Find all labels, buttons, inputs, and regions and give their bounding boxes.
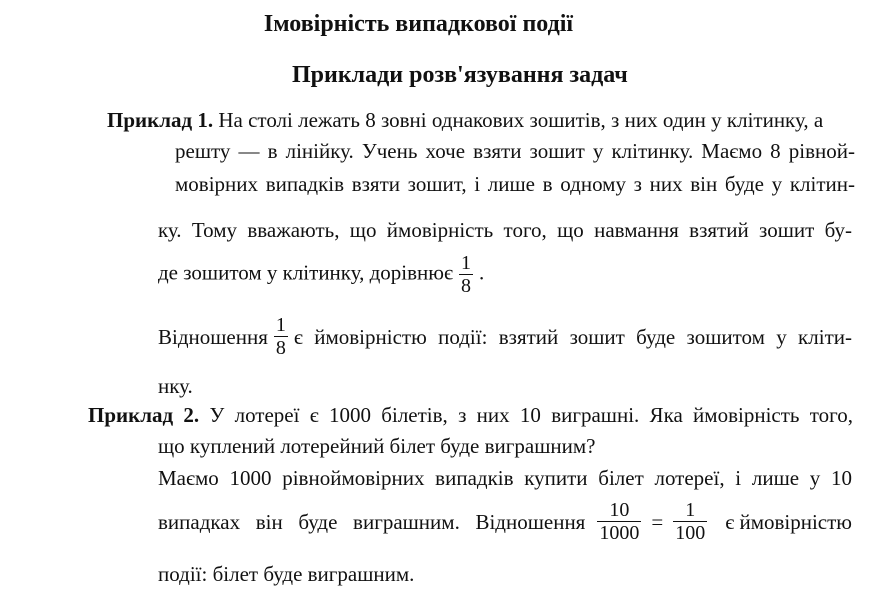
example1-line7: нку. bbox=[158, 374, 193, 398]
example1-line5-end: . bbox=[478, 260, 485, 285]
example2-line4 bbox=[158, 499, 852, 544]
example2-line1 bbox=[88, 401, 853, 429]
fraction-denominator: 8 bbox=[460, 275, 471, 297]
example1-line6-start: Відношення bbox=[158, 324, 268, 349]
example2-line3: Маємо 1000 рівноймовірних випадків купити білет лотереї, і лише у 10 bbox=[158, 466, 852, 490]
fraction-denominator: 8 bbox=[275, 337, 286, 359]
example2-fraction-2 bbox=[673, 499, 707, 544]
fraction-numerator: 1 bbox=[460, 252, 471, 274]
example1-line2: решту — в лінійку. Учень хоче взяти зошит у клітинку. Маємо 8 рівной- bbox=[175, 139, 855, 163]
fraction-numerator: 1 bbox=[685, 499, 696, 521]
example2-line4-start: випадках він буде виграшним. Відношення bbox=[158, 509, 586, 534]
fraction-denominator: 1000 bbox=[599, 522, 640, 544]
example2-line1-text: У лотереї є 1000 білетів, з них 10 виграшні. Яка ймовірність того, bbox=[209, 403, 853, 427]
example1-line3: мовірних випадків взяти зошит, і лише в одному з них він буде у клітин- bbox=[175, 172, 855, 196]
example1-fraction-2 bbox=[274, 314, 288, 359]
example2-label: Приклад 2. bbox=[88, 403, 200, 427]
example1-line1-text: На столі лежать 8 зовні однакових зошитів, з них один у клітинку, а bbox=[218, 108, 824, 132]
example1-line5 bbox=[158, 252, 484, 297]
equals-sign: = bbox=[651, 509, 664, 534]
fraction-denominator: 100 bbox=[675, 522, 706, 544]
page-subtitle: Приклади розв'язування задач bbox=[292, 62, 628, 88]
example1-line6-end: є ймовірністю події: взятий зошит буде зошитом у кліти- bbox=[293, 324, 852, 349]
example1-label: Приклад 1. bbox=[107, 108, 214, 132]
fraction-numerator: 10 bbox=[609, 499, 630, 521]
example2-line2: що куплений лотерейний білет буде виграшним? bbox=[158, 434, 596, 458]
example2-line5: події: білет буде виграшним. bbox=[158, 562, 415, 586]
fraction-numerator: 1 bbox=[275, 314, 286, 336]
example1-line4: ку. Тому вважають, що ймовірність того, що навмання взятий зошит бу- bbox=[158, 218, 852, 242]
example1-line6 bbox=[158, 314, 852, 359]
example1-line5-text: де зошитом у клітинку, дорівнює bbox=[158, 260, 453, 285]
page-title: Імовірність випадкової події bbox=[263, 11, 574, 37]
example1-fraction-1 bbox=[459, 252, 473, 297]
example2-line4-end: є ймовірністю bbox=[725, 509, 852, 534]
example2-fraction-1 bbox=[597, 499, 641, 544]
example1-line1 bbox=[107, 106, 857, 134]
